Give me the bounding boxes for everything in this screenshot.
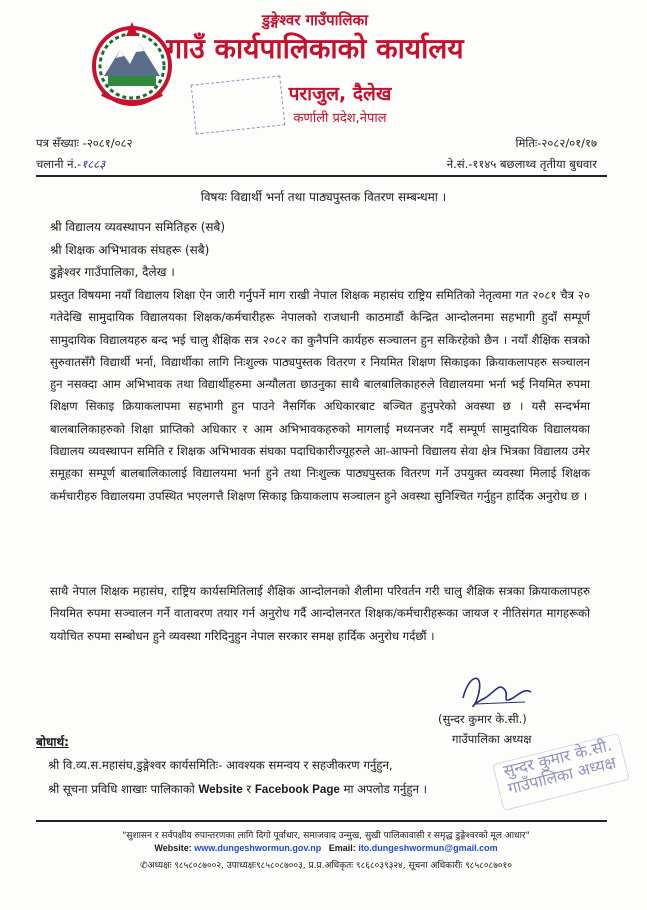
cc-label: बोधार्थ: [36,735,69,749]
cc-line-facebook: Facebook Page [254,783,340,796]
dispatch-number-value: १८८३ [81,157,106,171]
cc-line-text: श्री सूचना प्रविधि शाखाः पालिकाको [48,782,195,796]
office-name: गाउँ कार्यपालिकाको कार्यालय [166,32,464,65]
cc-line-text: र [246,782,252,796]
office-location: पराजुल, दैलेख [288,83,392,105]
signature-icon [455,668,535,714]
footer-divider [36,820,607,822]
letter-subject: विषयः विद्यार्थी भर्ना तथा पाठ्यपुस्तक वितरण सम्बन्धमा । [200,190,447,204]
addressee-line: श्री शिक्षक अभिभावक संघहरू (सबै) [50,243,210,257]
addressee-line: डुङ्गेश्वर गाउँपालिका, दैलेख । [50,265,175,279]
signatory-name: (सुन्दर कुमार के.सी.) [438,712,527,726]
cc-line-website: Website [198,783,243,796]
letter-date: मितिः-२०८२/०१/१७ [515,136,597,150]
reference-number: पत्र सँख्याः -२०८१/०८२ [36,136,133,150]
office-seal [191,75,286,134]
website-link[interactable]: www.dungeshwormun.gov.np [194,843,322,853]
cc-line-text: मा अपलोड गर्नुहुन । [343,782,428,796]
footer-motto: "सुशासन र सर्वपक्षीय रुपान्तरणका लागि दिगो पूर्वाधार, समाजवाद उन्मुख, सुखी पालिकावासी र समृद्ध डुङ्गेश्वरको मूल आधार" [122,831,530,841]
email-link[interactable]: ito.dungeshwormun@gmail.com [358,843,498,853]
cc-line: श्री वि.व्य.स.महासंघ,डुङ्गेश्वर कार्यसमितिः- आवश्यक समन्वय र सहजीकरण गर्नुहुन, [48,758,393,772]
dispatch-number [36,157,105,172]
footer-phone-contacts: ✆अध्यक्षः ९८५८०८७००२, उपाध्यक्षः९८५८०८७००३, प्र.प्र.अधिकृतः ९८६८०३९३२४, सूचना अधिकारीः ९८५८०८७०१० [140,861,512,871]
province-name: कर्णाली प्रदेश,नेपाल [293,111,387,126]
body-paragraph-2: साथै नेपाल शिक्षक महासंघ, राष्ट्रिय कार्यसमितिलाई शैक्षिक आन्दोलनको शैलीमा परिवर्तन गरी चालु शैक्षिक सत्रका क्रियाकलापहरु नियमित रुपमा सञ्चालन गर्ने वातावरण तयार गर्न अनुरोध गर्दै आन्दोलनरत शिक्षक/कर्मचारीहरूका जायज र नीतिसंगत मागहरूको ययोचित रुपमा सम्बोधन हुने व्यवस्था गरिदिनुहुन नेपाल सरकार समक्ष हार्दिक अनुरोध गर्दछौं । [50,584,590,643]
nepal-samvat-date: ने.सं.-११४५ बछलाथ्व तृतीया बुधवार [446,157,597,171]
official-stamp: सुन्दर कुमार के.सी. गाउँपालिका अध्यक्ष [492,733,630,811]
signatory-title: गाउँपालिका अध्यक्ष [452,732,532,746]
header-divider [36,175,607,177]
website-label: Website: [154,843,192,853]
body-paragraph-1: प्रस्तुत विषयमा नयाँ विद्यालय शिक्षा ऐन जारी गर्नुपर्ने माग राखी नेपाल शिक्षक महासंघ राष्ट्रिय समितिको नेतृत्वमा गत २०८१ चैत्र २० गतेदेखि सामुदायिक विद्यालयका शिक्षक/कर्मचारीहरू नेपालको राजधानी काठमाडौं केन्द्रित आन्दोलनमा सहभागी हुदाँ सम्पूर्ण सामुदायिक विद्यालयहरु बन्द भई चालु शैक्षिक सत्र २०८२ का कुनैपनि कार्यहरु सञ्चालन हुन सकिरहेको छैन । नयाँ शैक्षिक सत्रको सुरुवातसँगै विद्यार्थी भर्ना, विद्यार्थीका लागि निःशुल्क पाठ्यपुस्तक वितरण र नियमित शिक्षण सिकाइका क्रियाकलापहरु सञ्चालन हुन नसक्दा आम अभिभावक तथा विद्यार्थीहरुमा अन्यौलता छाउनुका साथै बालबालिकाहरुले विद्यालयमा भर्ना भई नियमित रुपमा शिक्षण सिकाइ क्रियाकलापमा सहभागी हुन पाउने नैसर्गिक अधिकारबाट बञ्चित हुनुपरेको अवस्था छ । यसै सन्दर्भमा बालबालिकाहरुको शिक्षा प्राप्तिको अधिकार र आम अभिभावकहरुको मागलाई मध्यनजर गर्दै सम्पूर्ण सामुदायिक विद्यालयका विद्यालय व्यवस्थापन समिति र शिक्षक अभिभावक संघका पदाधिकारीज्यूहरुले आ-आफ्नो विद्यालय सेवा क्षेत्र भित्रका विद्यालय उमेर समूहका सम्पूर्ण बालबालिकालाई विद्यालयमा भर्ना हुने तथा निःशुल्क पाठ्यपुस्तक वितरण गर्ने उपयुक्त व्यवस्था मिलाई शिक्षक कर्मचारीहरु विद्यालयमा उपस्थित भएलगत्तै शिक्षण सिकाइ क्रियाकलाप सञ्चालन हुने अवस्था सुनिश्चित गर्नुहुन हार्दिक अनुरोध छ । [50,288,591,503]
cc-line [48,782,427,797]
email-label: Email: [328,843,356,853]
footer-web-contact [36,843,616,853]
dispatch-number-label: चलानी नं.- [36,157,82,171]
addressee-line: श्री विद्यालय व्यवस्थापन समितिहरु (सबै) [50,220,226,234]
municipality-name: डुङ्गेश्वर गाउँपालिका [261,11,368,29]
